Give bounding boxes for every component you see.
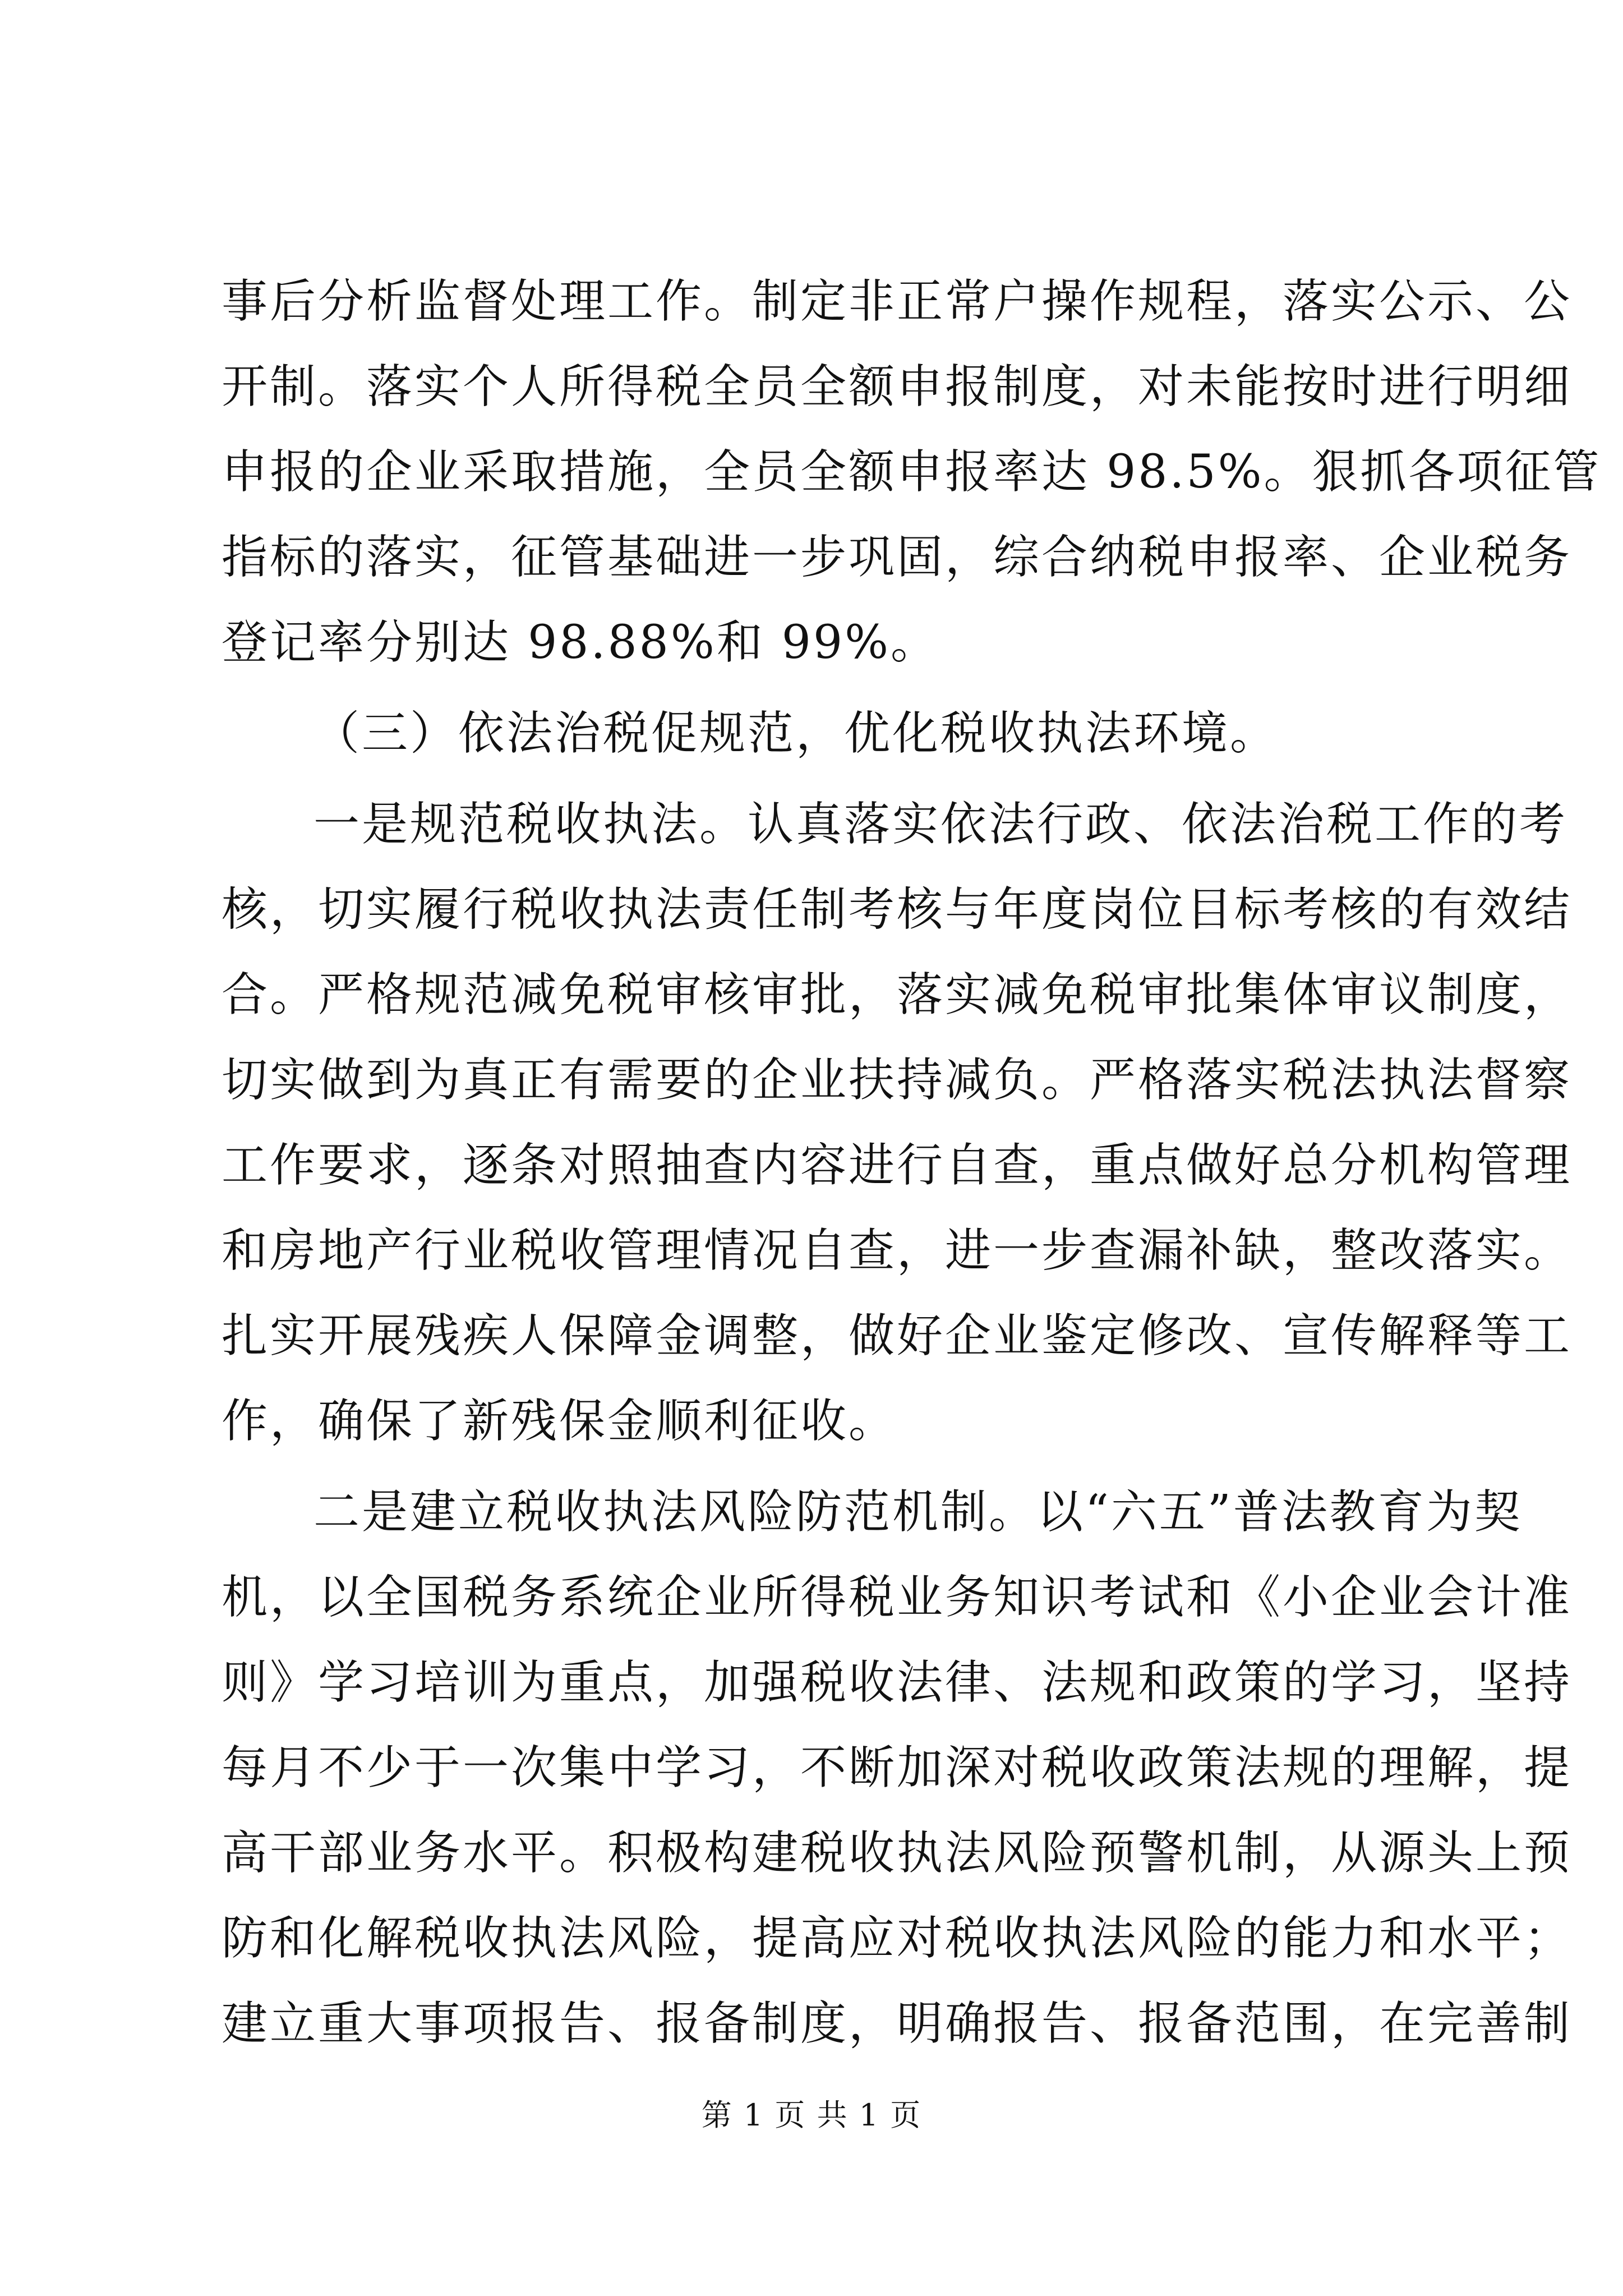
text-line: 登记率分别达 98.88%和 99%。 — [222, 616, 939, 669]
text-line: 核，切实履行税收执法责任制考核与年度岗位目标考核的有效结 — [222, 883, 1573, 936]
paragraph-1 — [222, 259, 1602, 685]
page-footer: 第 1 页 共 1 页 — [701, 2097, 922, 2133]
text-line: 开制。落实个人所得税全员全额申报制度，对未能按时进行明细 — [222, 360, 1573, 413]
paragraph-4 — [222, 1470, 1573, 2067]
text-line: 二是建立税收执法风险防范机制。以“六五”普法教育为契 — [313, 1485, 1523, 1539]
text-line: 作，确保了新残保金顺利征收。 — [222, 1395, 897, 1448]
text-line: 切实做到为真正有需要的企业扶持减负。严格落实税法执法督察 — [222, 1053, 1573, 1107]
text-line: 合。严格规范减免税审核审批，落实减免税审批集体审议制度， — [222, 968, 1573, 1022]
text-line: 工作要求，逐条对照抽查内容进行自查，重点做好总分机构管理 — [222, 1139, 1573, 1192]
text-line: 则》学习培训为重点，加强税收法律、法规和政策的学习，坚持 — [222, 1656, 1573, 1709]
body-text — [222, 259, 1602, 2067]
text-line: 事后分析监督处理工作。制定非正常户操作规程，落实公示、公 — [222, 275, 1573, 328]
text-line: 扎实开展残疾人保障金调整，做好企业鉴定修改、宣传解释等工 — [222, 1309, 1573, 1363]
text-line: 每月不少于一次集中学习，不断加深对税收政策法规的理解，提 — [222, 1741, 1573, 1795]
text-line: 和房地产行业税收管理情况自查，进一步查漏补缺，整改落实。 — [222, 1224, 1573, 1277]
paragraph-3 — [222, 782, 1573, 1464]
text-line: 机，以全国税务系统企业所得税业务知识考试和《小企业会计准 — [222, 1571, 1573, 1624]
text-line: 指标的落实，征管基础进一步巩固，综合纳税申报率、企业税务 — [222, 531, 1573, 584]
section-heading: （三）依法治税促规范，优化税收执法环境。 — [313, 707, 1279, 760]
text-line: 高干部业务水平。积极构建税收执法风险预警机制，从源头上预 — [222, 1826, 1573, 1880]
paragraph-2-heading — [222, 691, 1410, 776]
text-line: 防和化解税收执法风险，提高应对税收执法风险的能力和水平； — [222, 1912, 1573, 1965]
text-line: 申报的企业采取措施，全员全额申报率达 98.5%。狠抓各项征管 — [222, 445, 1602, 499]
text-line: 建立重大事项报告、报备制度，明确报告、报备范围，在完善制 — [222, 1997, 1573, 2050]
text-line: 一是规范税收执法。认真落实依法行政、依法治税工作的考 — [313, 798, 1568, 851]
